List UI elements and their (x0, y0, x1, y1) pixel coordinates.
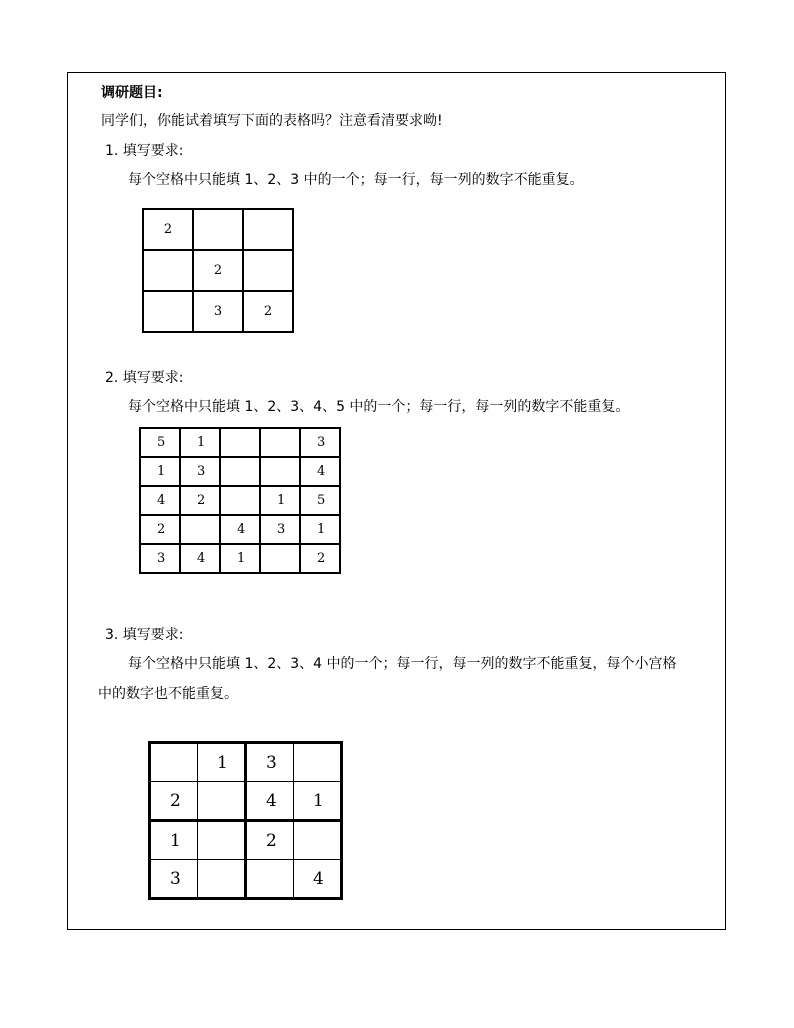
grid-cell[interactable] (243, 250, 293, 291)
q2-grid (139, 427, 341, 574)
grid-cell[interactable]: 1 (294, 782, 342, 821)
grid-cell[interactable] (220, 486, 260, 515)
grid-row (140, 515, 340, 544)
grid-row (150, 782, 342, 821)
q1-grid (142, 208, 294, 333)
grid-cell[interactable]: 2 (193, 250, 243, 291)
grid-row (140, 428, 340, 457)
grid-row (140, 486, 340, 515)
grid-cell[interactable] (220, 428, 260, 457)
grid-cell[interactable]: 2 (300, 544, 340, 573)
grid-cell[interactable]: 2 (246, 821, 294, 860)
grid-cell[interactable]: 4 (180, 544, 220, 573)
grid-cell[interactable]: 5 (140, 428, 180, 457)
grid-cell[interactable]: 3 (140, 544, 180, 573)
q3-title: 3. 填写要求: (105, 627, 184, 643)
q3-grid (148, 741, 343, 900)
grid-cell[interactable]: 2 (140, 515, 180, 544)
grid-cell[interactable]: 2 (143, 209, 193, 250)
grid-cell[interactable]: 3 (180, 457, 220, 486)
grid-row (143, 250, 293, 291)
q1-rule: 每个空格中只能填 1、2、3 中的一个；每一行，每一列的数字不能重复。 (128, 172, 584, 188)
grid-cell[interactable] (143, 291, 193, 332)
grid-cell[interactable] (143, 250, 193, 291)
grid-cell[interactable]: 5 (300, 486, 340, 515)
grid-row (150, 743, 342, 782)
grid-cell[interactable]: 1 (220, 544, 260, 573)
grid-cell[interactable]: 1 (180, 428, 220, 457)
grid-row (143, 209, 293, 250)
grid-cell[interactable] (193, 209, 243, 250)
grid-cell[interactable] (198, 782, 246, 821)
grid-cell[interactable] (260, 428, 300, 457)
survey-heading: 调研题目: (101, 85, 163, 101)
grid-cell[interactable]: 2 (180, 486, 220, 515)
grid-row (150, 860, 342, 899)
grid-cell[interactable]: 1 (150, 821, 198, 860)
q3-rule-line2: 中的数字也不能重复。 (98, 686, 238, 702)
grid-cell[interactable] (260, 457, 300, 486)
grid-cell[interactable]: 1 (140, 457, 180, 486)
grid-cell[interactable] (180, 515, 220, 544)
grid-cell[interactable]: 4 (220, 515, 260, 544)
grid-cell[interactable]: 3 (246, 743, 294, 782)
grid-row (143, 291, 293, 332)
grid-cell[interactable]: 1 (260, 486, 300, 515)
grid-cell[interactable]: 3 (260, 515, 300, 544)
grid-cell[interactable] (294, 743, 342, 782)
q2-title: 2. 填写要求: (105, 370, 184, 386)
q3-rule-line1: 每个空格中只能填 1、2、3、4 中的一个；每一行，每一列的数字不能重复，每个小宫格 (128, 656, 677, 672)
intro-text: 同学们，你能试着填写下面的表格吗？注意看清要求呦! (101, 113, 443, 129)
grid-cell[interactable]: 2 (150, 782, 198, 821)
grid-cell[interactable]: 4 (294, 860, 342, 899)
grid-row (140, 544, 340, 573)
grid-cell[interactable] (294, 821, 342, 860)
grid-cell[interactable]: 3 (300, 428, 340, 457)
q2-rule: 每个空格中只能填 1、2、3、4、5 中的一个；每一行，每一列的数字不能重复。 (128, 399, 630, 415)
grid-cell[interactable] (243, 209, 293, 250)
grid-cell[interactable]: 1 (300, 515, 340, 544)
grid-cell[interactable] (260, 544, 300, 573)
grid-cell[interactable]: 4 (140, 486, 180, 515)
grid-row (150, 821, 342, 860)
grid-cell[interactable]: 4 (300, 457, 340, 486)
grid-cell[interactable] (198, 860, 246, 899)
grid-cell[interactable] (150, 743, 198, 782)
q1-title: 1. 填写要求: (105, 143, 184, 159)
grid-cell[interactable] (220, 457, 260, 486)
grid-cell[interactable]: 2 (243, 291, 293, 332)
grid-cell[interactable]: 3 (193, 291, 243, 332)
grid-cell[interactable] (198, 821, 246, 860)
grid-cell[interactable]: 1 (198, 743, 246, 782)
grid-row (140, 457, 340, 486)
grid-cell[interactable]: 3 (150, 860, 198, 899)
grid-cell[interactable]: 4 (246, 782, 294, 821)
grid-cell[interactable] (246, 860, 294, 899)
